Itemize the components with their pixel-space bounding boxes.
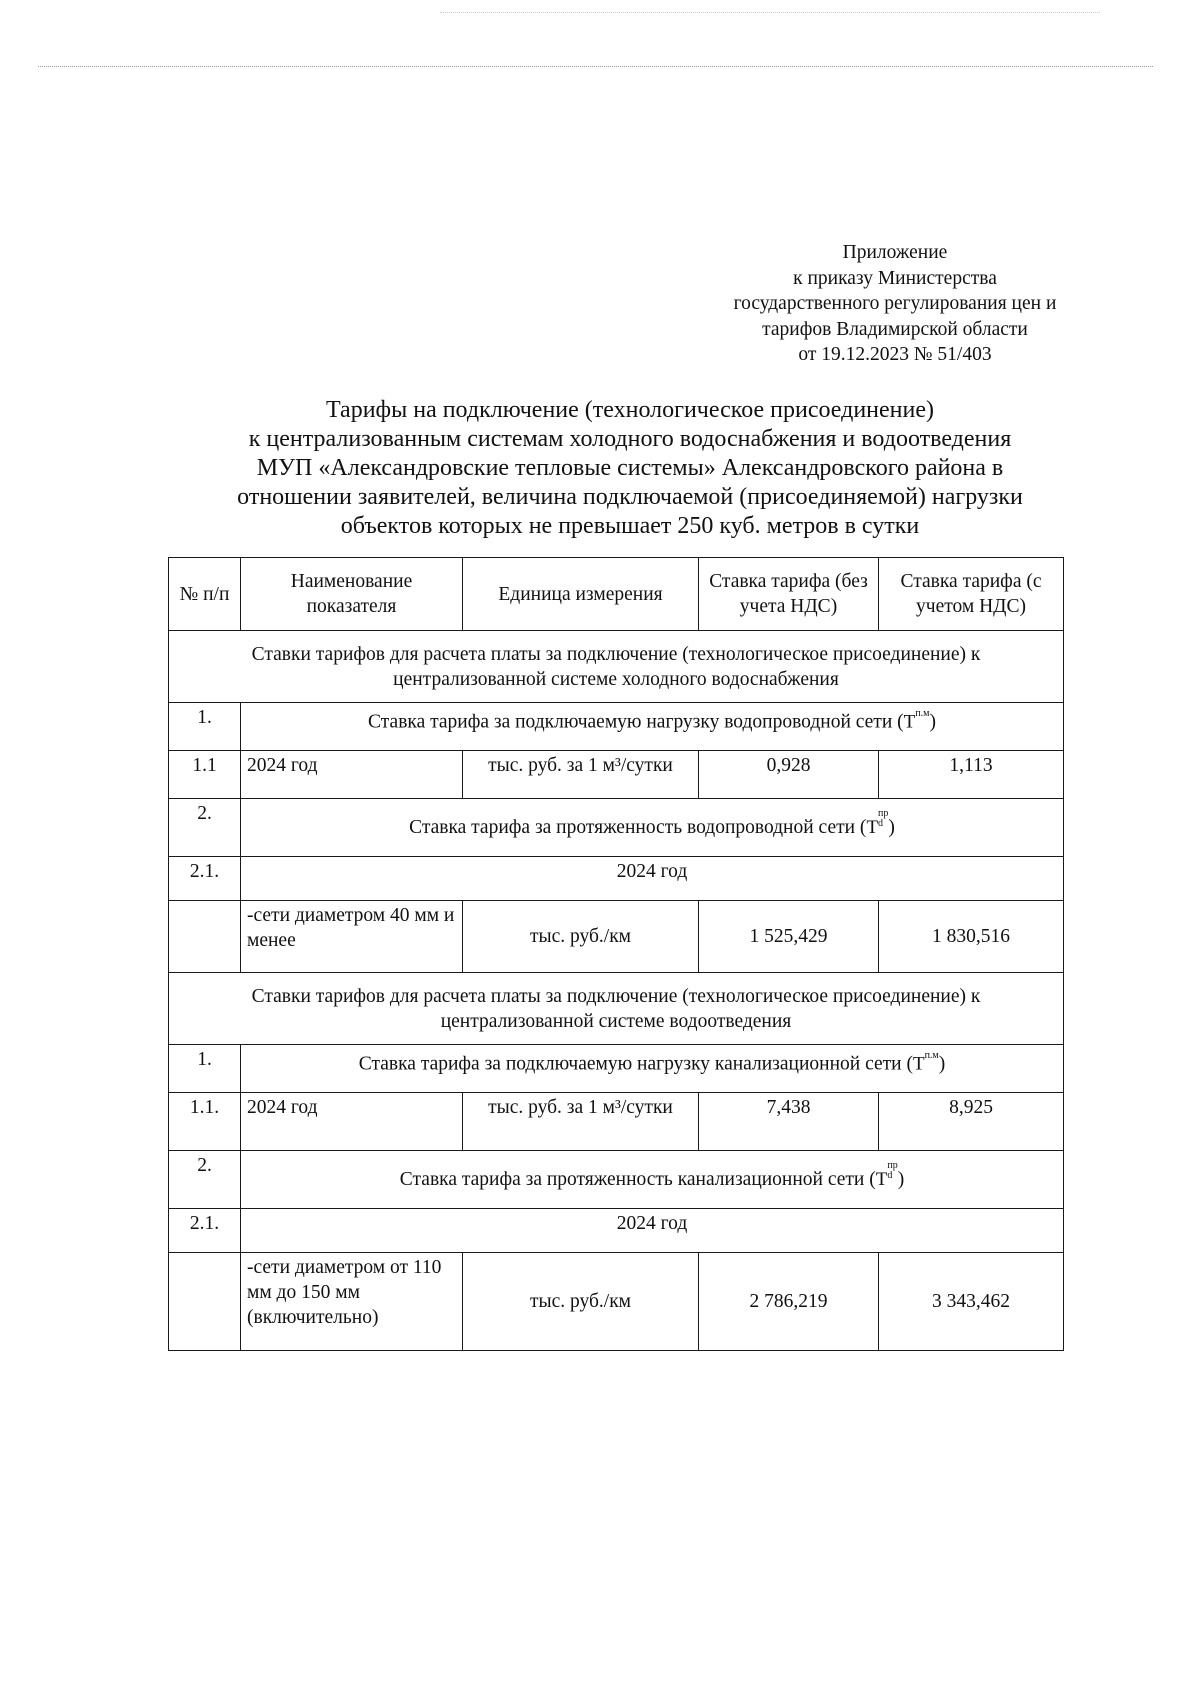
row-num-empty [169, 1253, 241, 1351]
header-unit: Единица измерения [463, 558, 699, 631]
table-row [169, 901, 1064, 973]
table-row [169, 799, 1064, 857]
appendix-line: тарифов Владимирской области [762, 318, 1028, 340]
rate-no-vat-value: 1 525,429 [699, 901, 879, 973]
row-num: 2. [169, 1151, 241, 1209]
header-num: № п/п [169, 558, 241, 631]
header-rate-vat: Ставка тарифа (с учетом НДС) [879, 558, 1064, 631]
appendix-line: государственного регулирования цен и [733, 293, 1057, 314]
table-row [169, 1045, 1064, 1093]
row-label: Ставка тарифа за подключаемую нагрузку канализационной сети $(Т^{п.м})$ [241, 1045, 1064, 1093]
appendix-block [690, 240, 1100, 368]
row-num: 1. [169, 1045, 241, 1093]
table-row [169, 751, 1064, 799]
row-year: 2024 год [241, 857, 1064, 901]
rate-no-vat-value: 0,928 [699, 751, 879, 799]
row-name: 2024 год [241, 751, 463, 799]
rate-no-vat-value: 2 786,219 [699, 1253, 879, 1351]
scan-artifact-line [440, 12, 1100, 13]
tariff-symbol: Тпр d [875, 1160, 898, 1190]
row-label-text: Ставка тарифа за протяженность канализационной сети ( [399, 1169, 876, 1190]
table-row [169, 1151, 1064, 1209]
rate-vat-value: 1 830,516 [879, 901, 1064, 973]
row-unit: тыс. руб. за 1 м³/сутки [463, 1093, 699, 1151]
title-line: Тарифы на подключение (технологическое присоединение) [325, 397, 935, 423]
appendix-line: Приложение [842, 242, 948, 263]
table-row [169, 1209, 1064, 1253]
table-row [169, 857, 1064, 901]
tariff-symbol: Тпр d [866, 808, 889, 838]
row-unit: тыс. руб./км [463, 901, 699, 973]
row-label: Ставка тарифа за протяженность канализационной сети (Тпр d ) [241, 1151, 1064, 1209]
row-unit: тыс. руб. за 1 м³/сутки [463, 751, 699, 799]
title-line: отношении заявителей, величина подключаемой (присоединяемой) нагрузки [237, 484, 1023, 510]
section-title-water: Ставки тарифов для расчета платы за подключение (технологическое присоединение) к централизованной системе холодного водоснабжения [169, 631, 1064, 703]
row-label: Ставка тарифа за подключаемую нагрузку водопроводной сети $(Т^{п.м})$ [241, 703, 1064, 751]
document-title [170, 396, 1090, 541]
table-row [169, 703, 1064, 751]
title-line: МУП «Александровские тепловые системы» Александровского района в [256, 455, 1004, 481]
row-name: 2024 год [241, 1093, 463, 1151]
scan-artifact-line [38, 66, 1153, 67]
row-num: 2.1. [169, 1209, 241, 1253]
tariff-symbol: $Т^{п.м}$ [912, 1050, 939, 1075]
row-label-text: Ставка тарифа за протяженность водопроводной сети ( [409, 817, 867, 838]
rate-vat-value: 1,113 [879, 751, 1064, 799]
table-row [169, 1093, 1064, 1151]
row-label: Ставка тарифа за протяженность водопроводной сети (Тпр d ) [241, 799, 1064, 857]
title-line: объектов которых не превышает 250 куб. метров в сутки [340, 513, 920, 539]
rate-vat-value: 3 343,462 [879, 1253, 1064, 1351]
header-rate-no-vat: Ставка тарифа (без учета НДС) [699, 558, 879, 631]
row-num: 1.1 [169, 751, 241, 799]
row-num: 2. [169, 799, 241, 857]
section-title-sewer: Ставки тарифов для расчета платы за подключение (технологическое присоединение) к централизованной системе водоотведения [169, 973, 1064, 1045]
table-row [169, 1253, 1064, 1351]
row-name: -сети диаметром 40 мм и менее [241, 901, 463, 973]
row-num: 1. [169, 703, 241, 751]
section-row-water [169, 631, 1064, 703]
rate-no-vat-value: 7,438 [699, 1093, 879, 1151]
row-num: 1.1. [169, 1093, 241, 1151]
title-line: к централизованным системам холодного водоснабжения и водоотведения [248, 426, 1012, 452]
row-year: 2024 год [241, 1209, 1064, 1253]
row-num: 2.1. [169, 857, 241, 901]
row-unit: тыс. руб./км [463, 1253, 699, 1351]
tariff-table [168, 557, 1064, 1351]
table-header-row [169, 558, 1064, 631]
row-label-text: Ставка тарифа за подключаемую нагрузку водопроводной сети ( [368, 711, 904, 733]
row-name: -сети диаметром от 110 мм до 150 мм (включительно) [241, 1253, 463, 1351]
header-name: Наименование показателя [241, 558, 463, 631]
appendix-line: к приказу Министерства [793, 267, 997, 289]
tariff-symbol: $Т^{п.м}$ [903, 708, 930, 733]
appendix-date: от 19.12.2023 № 51/403 [798, 344, 992, 365]
row-num-empty [169, 901, 241, 973]
rate-vat-value: 8,925 [879, 1093, 1064, 1151]
section-row-sewer [169, 973, 1064, 1045]
row-label-text: Ставка тарифа за подключаемую нагрузку канализационной сети ( [358, 1053, 913, 1075]
